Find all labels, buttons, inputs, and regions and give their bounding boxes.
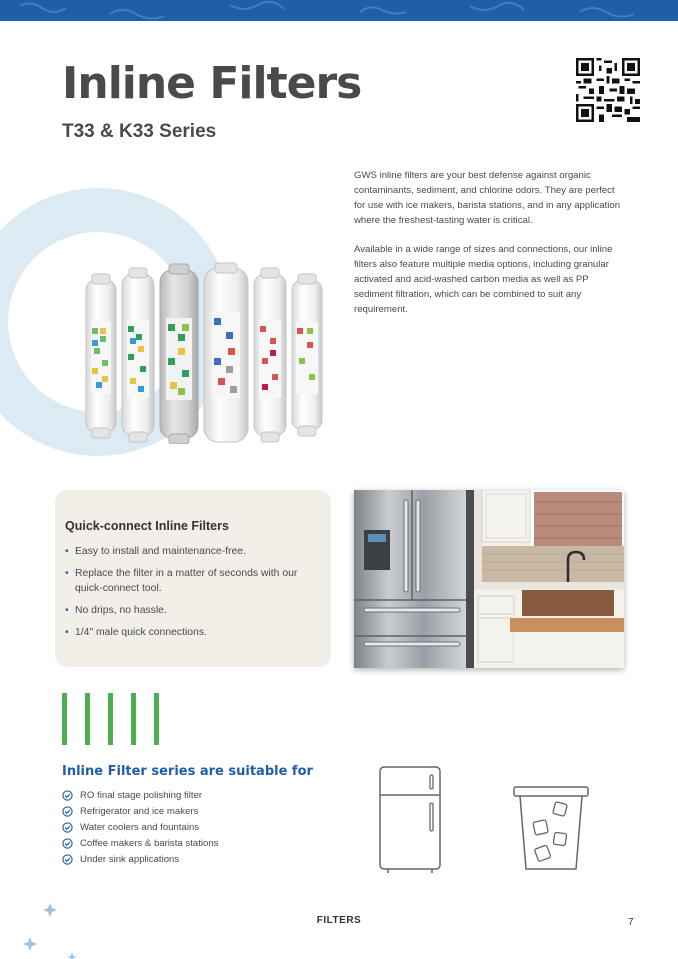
qr-code-icon [576,58,640,122]
list-item-label: Coffee makers & barista stations [80,837,219,849]
check-circle-icon [62,790,73,801]
kitchen-photo [354,490,624,668]
intro-paragraph: Available in a wide range of sizes and connections, our inline filters also feature multiple media options, including granular activated and acid-washed carbon media as well as PP sediment filtration, which can be combined to suit any requirement. [354,244,613,315]
list-item [62,787,218,803]
footer-section-label: FILTERS [316,915,362,926]
list-item-label: Water coolers and fountains [80,821,200,833]
page-title: Inline Filters [62,58,362,109]
top-decorative-band [0,0,678,21]
quick-connect-list [65,544,327,647]
quick-connect-title: Quick-connect Inline Filters [65,519,229,533]
check-circle-icon [62,838,73,849]
filter-cartridges-image [82,262,326,444]
suitable-for-list [62,787,218,867]
decorative-sparkles [20,895,90,959]
list-item [62,803,218,819]
check-circle-icon [62,822,73,833]
page-number: 7 [628,917,634,928]
list-item-label: Under sink applications [80,853,180,865]
intro-text [354,168,624,331]
list-item: • 1/4" male quick connections. [65,625,327,640]
quick-connect-card [55,490,331,667]
refrigerator-icon [378,765,442,875]
suitable-for-title: Inline Filter series are suitable for [62,764,313,779]
list-item [62,835,218,851]
list-item [62,851,218,867]
list-item-label: RO final stage polishing filter [80,789,203,801]
list-item: • No drips, no hassle. [65,603,327,618]
decorative-green-bars [62,693,160,745]
check-circle-icon [62,806,73,817]
list-item-label: Refrigerator and ice makers [80,805,199,817]
intro-paragraph: GWS inline filters are your best defense against organic contaminants, sediment, and chlorine odors. They are perfect for use with ice makers, barista stations, and in any application where the freshest-tasting water is critical. [354,170,621,226]
list-item: • Replace the filter in a matter of seconds with our quick-connect tool. [65,566,327,596]
check-circle-icon [62,854,73,865]
page-subtitle: T33 & K33 Series [62,121,217,142]
list-item [62,819,218,835]
list-item: • Easy to install and maintenance-free. [65,544,327,559]
ice-glass-icon [512,785,590,871]
